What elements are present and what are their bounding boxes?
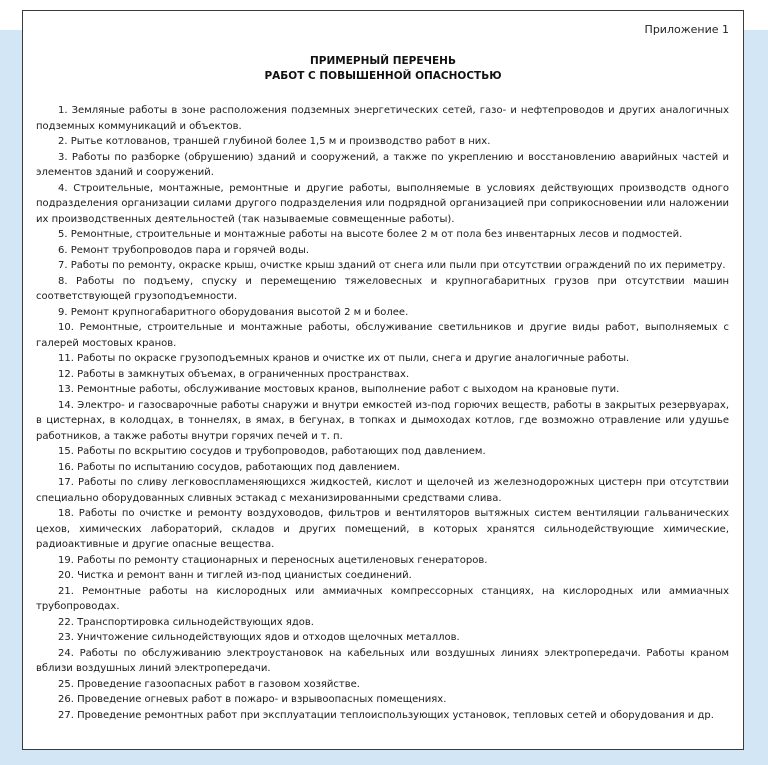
appendix-label: Приложение 1 (644, 23, 729, 36)
list-item: 4. Строительные, монтажные, ремонтные и другие работы, выполняемые в условиях действующих производств одного подразделения организации силами другого подразделения или подрядной организацией при соприкосновении или наложении их производственных деятельностей (так называемые совмещенные работы). (36, 182, 729, 225)
list-item: 26. Проведение огневых работ в пожаро- и взрывоопасных помещениях. (58, 694, 447, 705)
list-item: 10. Ремонтные, строительные и монтажные работы, обслуживание светильников и другие виды работ, выполняемых с галерей мостовых кранов. (36, 322, 729, 349)
hazard-work-list (36, 103, 729, 723)
list-item: 21. Ремонтные работы на кислородных или аммиачных компрессорных станциях, на кислородных или аммиачных трубопроводах. (36, 585, 729, 612)
list-item: 13. Ремонтные работы, обслуживание мостовых кранов, выполнение работ с выходом на крановые пути. (58, 384, 620, 395)
list-item: 17. Работы по сливу легковоспламеняющихся жидкостей, кислот и щелочей из железнодорожных цистерн при отсутствии специально оборудованных сливных эстакад с механизированными средствами слива. (36, 477, 729, 504)
document-page (22, 10, 744, 750)
list-item: 3. Работы по разборке (обрушению) зданий и сооружений, а также по укреплению и восстановлению аварийных частей и элементов зданий и сооружений. (36, 151, 729, 178)
list-item: 6. Ремонт трубопроводов пара и горячей воды. (58, 244, 310, 256)
list-item: 18. Работы по очистке и ремонту воздуховодов, фильтров и вентиляторов вытяжных систем вентиляции гальванических цехов, химических лабораторий, складов и других помещений, в которых хранятся сильнодействующие химические, радиоактивные и другие опасные вещества. (36, 508, 729, 550)
document-title (23, 54, 743, 84)
list-item: 16. Работы по испытанию сосудов, работающих под давлением. (58, 461, 400, 473)
title-line-1: ПРИМЕРНЫЙ ПЕРЕЧЕНЬ (310, 55, 456, 67)
list-item: 1. Земляные работы в зоне расположения подземных энергетических сетей, газо- и нефтепроводов и других аналогичных подземных коммуникаций и объектов. (36, 105, 729, 132)
list-item: 5. Ремонтные, строительные и монтажные работы на высоте более 2 м от пола без инвентарных лесов и подмостей. (58, 229, 683, 240)
list-item: 9. Ремонт крупногабаритного оборудования высотой 2 м и более. (58, 306, 409, 318)
list-item: 23. Уничтожение сильнодействующих ядов и отходов щелочных металлов. (58, 632, 460, 643)
list-item: 12. Работы в замкнутых объемах, в ограниченных пространствах. (58, 368, 410, 380)
list-item: 24. Работы по обслуживанию электроустановок на кабельных или воздушных линиях электропередачи. Работы краном вблизи воздушных линий электропередачи. (36, 647, 729, 674)
list-item: 8. Работы по подъему, спуску и перемещению тяжеловесных и крупногабаритных грузов при отсутствии машин соответствующей грузоподъемности. (36, 275, 729, 302)
list-item: 14. Электро- и газосварочные работы снаружи и внутри емкостей из-под горючих веществ, работы в закрытых резервуарах, в цистернах, в колодцах, в тоннелях, в ямах, в бегунах, в топках и дымоходах котлов, где возможно отравление или удушье работников, а также работы внутри горячих печей и т. п. (36, 399, 729, 442)
title-line-2: РАБОТ С ПОВЫШЕННОЙ ОПАСНОСТЬЮ (264, 70, 502, 82)
list-item: 2. Рытье котлованов, траншей глубиной более 1,5 м и производство работ в них. (58, 136, 491, 147)
list-item: 15. Работы по вскрытию сосудов и трубопроводов, работающих под давлением. (58, 446, 486, 457)
list-item: 20. Чистка и ремонт ванн и тиглей из-под цианистых соединений. (58, 570, 412, 581)
list-item: 22. Транспортировка сильнодействующих ядов. (58, 616, 314, 628)
list-item: 19. Работы по ремонту стационарных и переносных ацетиленовых генераторов. (58, 554, 488, 566)
list-item: 11. Работы по окраске грузоподъемных кранов и очистке их от пыли, снега и другие аналогичные работы. (58, 353, 630, 364)
list-item: 7. Работы по ремонту, окраске крыш, очистке крыш зданий от снега или пыли при отсутствии ограждений по их периметру. (58, 260, 726, 271)
list-item: 25. Проведение газоопасных работ в газовом хозяйстве. (58, 678, 360, 690)
list-item: 27. Проведение ремонтных работ при эксплуатации теплоиспользующих установок, тепловых сетей и оборудования и др. (58, 709, 714, 721)
